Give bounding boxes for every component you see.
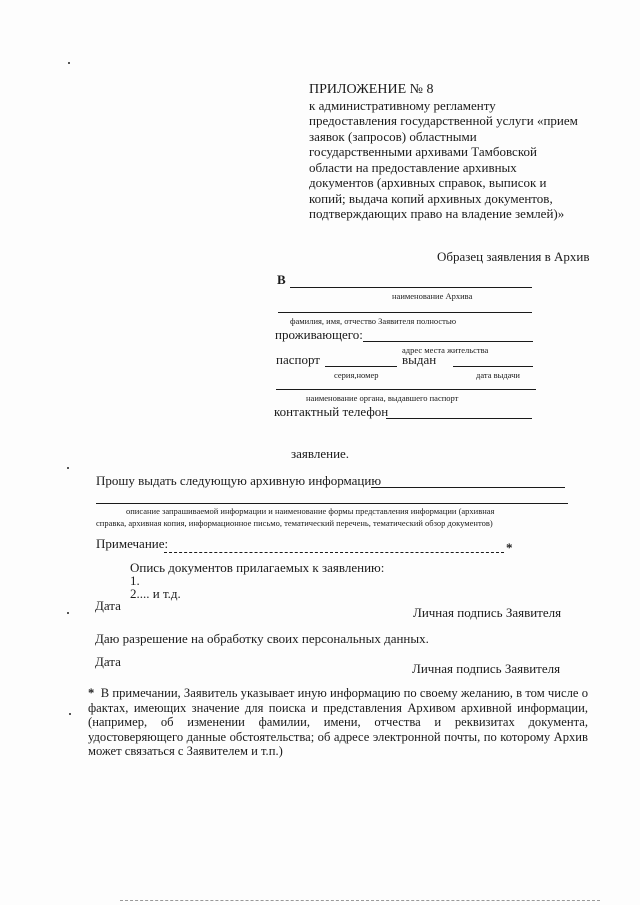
issuer-line [276,389,536,390]
scan-speck [67,467,69,469]
request-caption-2: справка, архивная копия, информационное письмо, тематический перечень, тематический обзор документов) [96,518,493,528]
appendix-line: копий; выдача копий архивных документов, [309,190,553,206]
appendix-line: предоставления государственной услуги «прием [309,113,578,128]
request-caption-1: описание запрашиваемой информации и наименование формы представления информации (архивная [126,506,495,516]
date-label-2: Дата [95,654,121,669]
footnote [88,686,588,759]
address-line [363,341,533,342]
passport-number-line [325,366,397,367]
request-line-2 [96,503,568,504]
appendix-title: ПРИЛОЖЕНИЕ № 8 [309,82,434,97]
attachments-label: Опись документов прилагаемых к заявлению: [130,560,385,575]
attachment-item-2: 2.... и т.д. [130,586,181,601]
applicant-caption: фамилия, имя, отчество Заявителя полностью [290,316,457,326]
issue-date-caption: дата выдачи [476,370,520,380]
address-caption: адрес места жительства [402,345,489,355]
scan-speck [69,713,71,715]
date-label: Дата [95,598,121,613]
phone-line [386,418,532,419]
to-prefix: В [277,272,286,287]
sample-title: Образец заявления в Архив [437,249,590,264]
scan-edge [120,899,600,901]
remark-asterisk: * [506,540,513,555]
appendix-line: документов (архивных справок, выписок и [309,175,547,190]
scan-speck [68,62,70,64]
remark-line [164,552,504,553]
archive-caption: наименование Архива [392,291,473,301]
issued-label: выдан [402,352,437,367]
issue-date-line [453,366,533,367]
appendix-line: области на предоставление архивных [309,159,517,175]
request-line-1 [371,487,565,488]
residing-label: проживающего: [275,327,363,342]
consent-text: Даю разрешение на обработку своих персональных данных. [95,631,429,646]
footnote-asterisk: * [88,686,95,700]
remark-label: Примечание: [96,536,169,551]
phone-label: контактный телефон [274,404,389,419]
signature-label: Личная подпись Заявителя [413,605,562,620]
passport-label: паспорт [276,352,320,367]
issuer-caption: наименование органа, выдавшего паспорт [306,393,459,403]
series-caption: серия,номер [334,370,379,380]
signature-label-2: Личная подпись Заявителя [412,661,561,676]
appendix-line: государственными архивами Тамбовской [309,144,537,159]
footnote-text: В примечании, Заявитель указывает иную информацию по своему желанию, в том числе о фактах, имеющих значение для поиска и представления Архивом архивной информации, (например, об изменении фамилии, имени, отчества и реквизитах документа, удостоверяющего данные обстоятельства; об адресе электронной почты, по которому Архив может связаться с Заявителем и т.п.) [88,686,588,759]
archive-name-line [290,287,532,288]
appendix-line: подтверждающих право на владение землей)» [309,206,565,221]
statement-word: заявление. [291,446,350,461]
appendix-line: заявок (запросов) областными [309,128,477,144]
appendix-block [309,82,609,222]
scan-speck [67,612,69,614]
appendix-line: к административному регламенту [309,97,496,113]
applicant-name-line [278,312,532,313]
attachment-item-1: 1. [130,573,140,588]
request-label: Прошу выдать следующую архивную информацию [96,473,382,488]
